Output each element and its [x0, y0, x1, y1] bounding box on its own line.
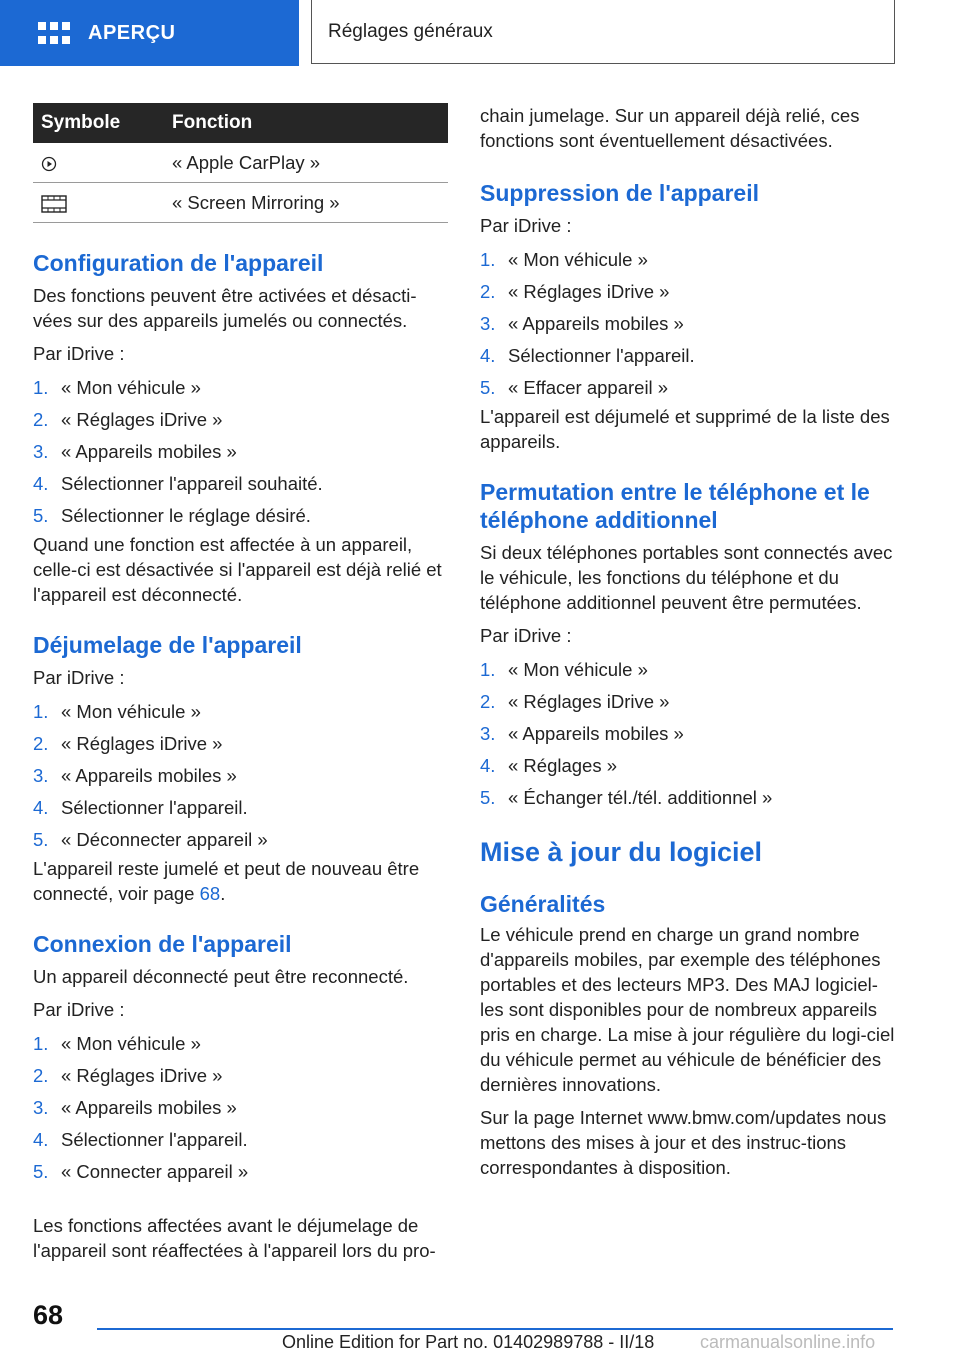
list-item: 2. « Réglages iDrive » [480, 281, 670, 302]
list-item: 5. « Échanger tél./tél. additionnel » [480, 787, 773, 808]
delete-title: Suppression de l'appareil [480, 180, 759, 206]
table-cell-symbol [33, 183, 172, 223]
list-item: 2. « Réglages iDrive » [480, 691, 670, 712]
screen-mirroring-icon [41, 195, 67, 213]
delete-steps [480, 244, 895, 404]
list-item: 3. « Appareils mobiles » [33, 765, 237, 786]
table-cell-function: « Screen Mirroring » [172, 183, 448, 223]
connect-title: Connexion de l'appareil [33, 931, 292, 957]
unpair-steps [33, 696, 448, 856]
connect-steps [33, 1028, 448, 1188]
table-row [33, 183, 448, 223]
section-tab[interactable] [311, 0, 895, 64]
list-item: 4. « Réglages » [480, 755, 618, 776]
unpair-title: Déjumelage de l'appareil [33, 632, 302, 658]
list-item: 5. Sélectionner le réglage désiré. [33, 505, 311, 526]
table-header-row [33, 103, 448, 143]
delete-via: Par iDrive : [480, 215, 572, 236]
list-item: 2. « Réglages iDrive » [33, 409, 223, 430]
switch-title: Permutation entre le téléphone et le téléphone additionnel [480, 479, 870, 533]
list-item: 1. « Mon véhicule » [33, 1033, 201, 1054]
list-item: 1. « Mon véhicule » [33, 701, 201, 722]
switch-intro: Si deux téléphones portables sont connectés avec le véhicule, les fonctions du téléphone et du téléphone additionnel peuvent être permutées. [480, 542, 893, 613]
list-item: 1. « Mon véhicule » [33, 377, 201, 398]
config-via: Par iDrive : [33, 343, 125, 364]
list-item: 5. « Effacer appareil » [480, 377, 669, 398]
config-outro: Quand une fonction est affectée à un appareil, celle-ci est désactivée si l'appareil est déjà relié et l'appareil est déconnecté. [33, 534, 442, 605]
connect-outro-part2 [480, 103, 895, 153]
list-item: 2. « Réglages iDrive » [33, 1065, 223, 1086]
carplay-icon [41, 156, 57, 172]
list-item: 4. Sélectionner l'appareil souhaité. [33, 473, 323, 494]
symbol-table [33, 103, 448, 223]
overview-label: APERÇU [88, 21, 176, 44]
table-header-function: Fonction [172, 103, 448, 143]
connect-outro: Les fonctions affectées avant le déjumelage de l'appareil sont réaffectées à l'appareil lors du pro‐ [33, 1215, 436, 1261]
connect-outro-continued: chain jumelage. Sur un appareil déjà relié, ces fonctions sont éventuellement désactivées. [480, 105, 860, 151]
list-item: 4. Sélectionner l'appareil. [33, 797, 248, 818]
unpair-outro: L'appareil reste jumelé et peut de nouveau être connecté, voir page 68. [33, 858, 420, 904]
switch-steps [480, 654, 895, 814]
software-p2: Sur la page Internet www.bmw.com/updates nous mettons des mises à jour et des instruc‐tions correspondantes à disposition. [480, 1107, 887, 1178]
page-number: 68 [33, 1300, 64, 1330]
connect-via: Par iDrive : [33, 999, 125, 1020]
list-item: 4. Sélectionner l'appareil. [480, 345, 695, 366]
grid-icon [38, 21, 66, 45]
list-item: 1. « Mon véhicule » [480, 659, 648, 680]
connect-outro-part1 [33, 1213, 448, 1263]
config-intro: Des fonctions peuvent être activées et désacti‐vées sur des appareils jumelés ou connectés. [33, 285, 417, 331]
list-item: 4. Sélectionner l'appareil. [33, 1129, 248, 1150]
config-steps [33, 372, 448, 532]
config-title: Configuration de l'appareil [33, 250, 324, 276]
right-column [480, 103, 895, 1180]
list-item: 5. « Connecter appareil » [33, 1161, 249, 1182]
list-item: 2. « Réglages iDrive » [33, 733, 223, 754]
unpair-via: Par iDrive : [33, 667, 125, 688]
list-item: 3. « Appareils mobiles » [480, 313, 684, 334]
switch-via: Par iDrive : [480, 625, 572, 646]
delete-outro: L'appareil est déjumelé et supprimé de la liste des appareils. [480, 406, 890, 452]
left-column [33, 103, 448, 1188]
list-item: 3. « Appareils mobiles » [33, 441, 237, 462]
table-cell-symbol [33, 143, 172, 183]
list-item: 1. « Mon véhicule » [480, 249, 648, 270]
page-link[interactable]: 68 [199, 883, 221, 904]
list-item: 3. « Appareils mobiles » [33, 1097, 237, 1118]
section-title: Réglages généraux [328, 20, 493, 42]
list-item: 5. « Déconnecter appareil » [33, 829, 268, 850]
table-row [33, 143, 448, 183]
software-p1: Le véhicule prend en charge un grand nombre d'appareils mobiles, par exemple des téléphones portables et des lecteurs MP3. Des MAJ logiciel‐les sont disponibles pour de nombreux appareils pris en charge. La mise à jour régulière du logi‐ciel du véhicule permet au véhicule de bénéficier des dernières innovations. [480, 924, 895, 1095]
watermark: carmanualsonline.info [700, 1332, 876, 1352]
software-title: Mise à jour du logiciel [480, 837, 763, 867]
connect-intro: Un appareil déconnecté peut être reconnecté. [33, 966, 409, 987]
table-header-symbol: Symbole [33, 103, 172, 143]
edition-text: Online Edition for Part no. 01402989788 - II/18 [282, 1332, 655, 1352]
list-item: 3. « Appareils mobiles » [480, 723, 684, 744]
overview-button[interactable] [0, 0, 299, 66]
software-subtitle: Généralités [480, 891, 606, 917]
page-header [0, 0, 960, 66]
footer-divider [97, 1328, 893, 1330]
table-cell-function: « Apple CarPlay » [172, 143, 448, 183]
